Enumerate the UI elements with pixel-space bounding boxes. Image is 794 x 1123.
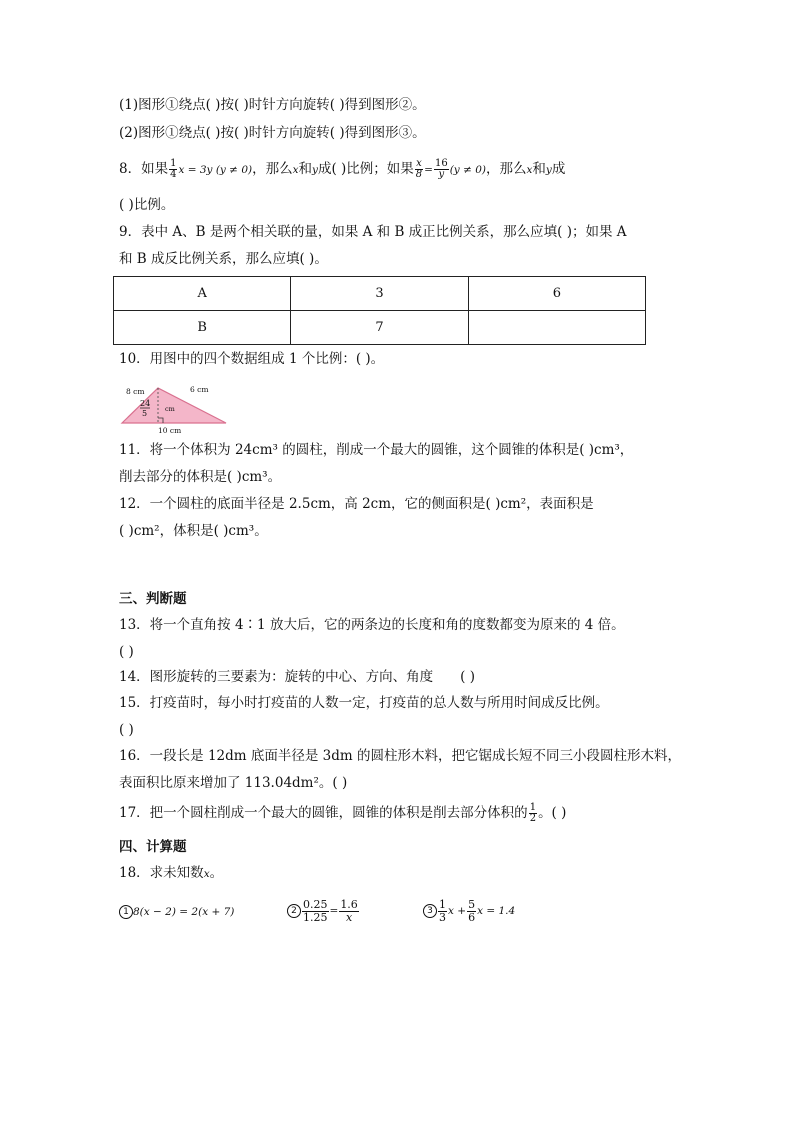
eq2-frac-a-den: 1.25 (303, 910, 328, 924)
q16-line1: 16．一段长是 12dm 底面半径是 3dm 的圆柱形木料，把它锯成长短不同三小段圆柱形木料， (119, 748, 681, 764)
q17-line (119, 801, 566, 825)
eq2-frac-b-num: 1.6 (340, 897, 358, 911)
q17-prefix: 17．把一个圆柱削成一个最大的圆锥，圆锥的体积是削去部分体积的 (119, 805, 528, 821)
eq2-equals: = (329, 905, 339, 917)
q17-frac-den: 2 (529, 813, 537, 824)
eq3-frac-b-num: 5 (468, 897, 476, 911)
base-label: 10 cm (158, 426, 182, 434)
q10-text: 10．用图中的四个数据组成 1 个比例：( )。 (119, 351, 385, 367)
q8-and: 和 (298, 161, 313, 177)
circled-number-3: 3 (423, 904, 437, 918)
table-cell: B (114, 311, 291, 345)
q17-suffix: 。( ) (538, 805, 567, 821)
q8-frac-a-den: 4 (170, 169, 177, 180)
table-row (114, 311, 646, 345)
equation-2 (287, 896, 360, 926)
q18-label: 18．求未知数 (119, 865, 204, 881)
eq2-frac-b (339, 899, 359, 924)
q13-line2: ( ) (119, 644, 134, 660)
eq2-frac-a-num: 0.25 (303, 897, 328, 911)
q8-line2: ( )比例。 (119, 197, 175, 213)
q8-frac-c (434, 159, 449, 180)
equation-1 (119, 902, 234, 922)
q8-mid3: ，那么 (485, 161, 527, 177)
q16-line2: 表面积比原来增加了 113.04dm²。( ) (119, 775, 348, 791)
q8-frac-c-num: 16 (434, 158, 448, 169)
left-side-label: 8 cm (126, 387, 145, 396)
right-side-label: 6 cm (190, 385, 209, 394)
section4-title: 四、计算题 (119, 839, 187, 855)
q8-var-x: x (292, 164, 299, 176)
triangle-figure (118, 378, 233, 434)
q14-line1: 14．图形旋转的三要素为：旋转的中心、方向、角度 ( ) (119, 669, 476, 685)
q9-table (113, 276, 646, 345)
q8-mid1: ，那么 (252, 161, 293, 177)
q9-line2: 和 B 成反比例关系，那么应填( )。 (119, 251, 328, 267)
table-row (114, 277, 646, 311)
height-den: 5 (142, 409, 148, 418)
q8-end: 成 (551, 161, 566, 177)
table-cell: 3 (291, 277, 468, 311)
table-cell: A (114, 277, 291, 311)
q9-line1: 9．表中 A、B 是两个相关联的量，如果 A 和 B 成正比例关系，那么应填( )；如果 A (119, 224, 627, 240)
table-cell: 6 (468, 277, 645, 311)
eq3-frac-b-den: 6 (468, 910, 476, 924)
q8-var-y2: y (545, 164, 552, 176)
q8-eq-b: = (424, 164, 433, 176)
equation-1-text: 8(x − 2) = 2(x + 7) (133, 906, 235, 918)
q8-cond-b: (y ≠ 0) (449, 164, 486, 176)
q8-var-x2: x (526, 164, 533, 176)
section3-title: 三、判断题 (119, 591, 187, 607)
q15-line2: ( ) (119, 722, 134, 738)
height-unit: cm (165, 405, 175, 413)
q12-line2: ( )cm²，体积是( )cm³。 (119, 523, 268, 539)
equation-3 (423, 896, 515, 926)
circled-number-1: 1 (119, 905, 133, 919)
q8-frac-a (169, 159, 177, 180)
q8-frac-b (415, 159, 423, 180)
q8-and2: 和 (532, 161, 546, 177)
eq2-frac-b-den: x (345, 910, 353, 924)
q11-line1: 11．将一个体积为 24cm³ 的圆柱，削成一个最大的圆锥，这个圆锥的体积是( )cm³， (119, 442, 634, 458)
q8-frac-a-num: 1 (170, 158, 177, 169)
eq3-frac-a-den: 3 (439, 910, 446, 924)
eq3-frac-a (438, 899, 447, 924)
q17-frac (529, 803, 537, 824)
q18-end: 。 (209, 865, 224, 881)
height-num: 24 (140, 399, 151, 408)
q18-text (119, 864, 223, 883)
eq2-frac-a (302, 899, 329, 924)
q7-line1: (1)图形①绕点( )按( )时针方向旋转( )得到图形②。 (119, 97, 426, 113)
q12-line1: 12．一个圆柱的底面半径是 2.5cm，高 2cm，它的侧面积是( )cm²，表面积是 (119, 496, 594, 512)
q8-line1 (119, 157, 565, 182)
q11-line2: 削去部分的体积是( )cm³。 (119, 469, 282, 485)
q8-frac-b-den: 8 (415, 169, 423, 180)
q17-frac-num: 1 (529, 802, 537, 813)
q8-mid2: 成( )比例；如果 (317, 161, 414, 177)
circled-number-2: 2 (287, 904, 301, 918)
q7-line2: (2)图形①绕点( )按( )时针方向旋转( )得到图形③。 (119, 125, 426, 141)
eq3-frac-b (467, 899, 476, 924)
q8-frac-b-num: x (416, 158, 422, 169)
table-cell: 7 (291, 311, 468, 345)
eq3-mid: x + (448, 905, 467, 917)
q8-frac-c-den: y (438, 169, 445, 180)
q15-line1: 15．打疫苗时，每小时打疫苗的人数一定，打疫苗的总人数与所用时间成反比例。 (119, 695, 609, 711)
q13-line1: 13．将一个直角按 4∶1 放大后，它的两条边的长度和角的度数都变为原来的 4 倍。 (119, 617, 625, 633)
q8-var-y: y (312, 164, 318, 176)
table-cell (468, 311, 645, 345)
q8-eq-a: x = 3y (y ≠ 0) (178, 164, 253, 176)
eq3-end: x = 1.4 (477, 905, 516, 917)
q8-prefix: 8．如果 (119, 161, 169, 177)
q18-var: x (203, 868, 210, 880)
eq3-frac-a-num: 1 (439, 897, 446, 911)
